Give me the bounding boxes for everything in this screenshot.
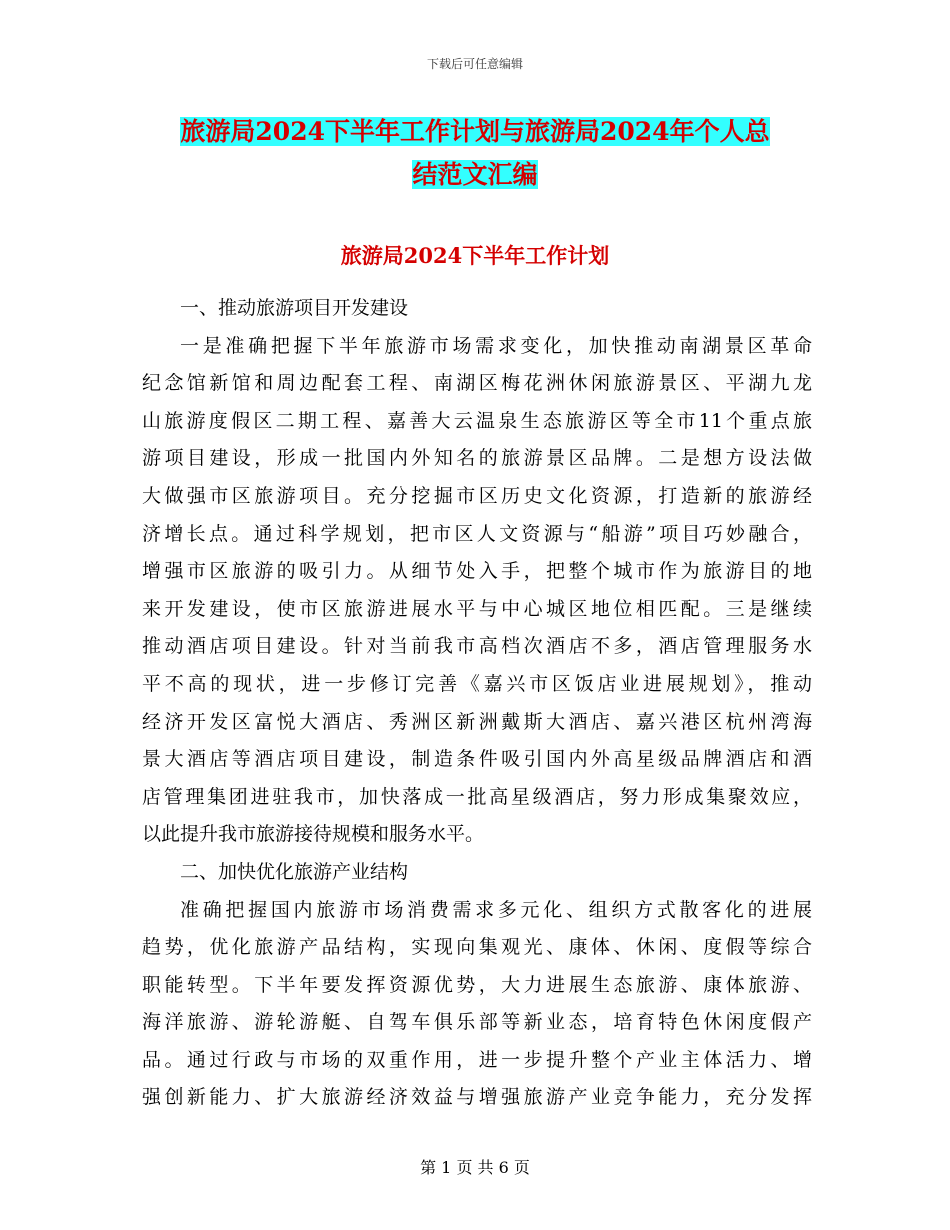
page-footer: 第 1 页 共 6 页 (420, 1158, 530, 1177)
paragraph-line: 强创新能力、扩大旅游经济效益与增强旅游产业竞争能力，充分发挥 (142, 1086, 812, 1109)
paragraph-line: 纪念馆新馆和周边配套工程、南湖区梅花洲休闲旅游景区、平湖九龙 (142, 372, 812, 395)
section-title: 旅游局2024下半年工作计划 (340, 243, 610, 268)
paragraph-line: 来开发建设，使市区旅游进展水平与中心城区地位相匹配。三是继续 (142, 597, 812, 620)
paragraph-line: 推动酒店项目建设。针对当前我市高档次酒店不多，酒店管理服务水 (142, 635, 812, 658)
paragraph-line: 济增长点。通过科学规划，把市区人文资源与“船游”项目巧妙融合， (142, 522, 812, 545)
paragraph-line: 增强市区旅游的吸引力。从细节处入手，把整个城市作为旅游目的地 (142, 560, 812, 583)
document-body (142, 290, 812, 1117)
document-title-line-2: 结范文汇编 (412, 160, 538, 189)
paragraph-line: 以此提升我市旅游接待规模和服务水平。 (142, 823, 485, 846)
paragraph-line: 平不高的现状，进一步修订完善《嘉兴市区饭店业进展规划》，推动 (142, 672, 812, 695)
paragraph-line: 趋势，优化旅游产品结构，实现向集观光、康体、休闲、度假等综合 (142, 936, 812, 959)
paragraph-line: 品。通过行政与市场的双重作用，进一步提升整个产业主体活力、增 (142, 1048, 812, 1071)
paragraph-line: 店管理集团进驻我市，加快落成一批高星级酒店，努力形成集聚效应， (142, 785, 812, 808)
paragraph-line: 山旅游度假区二期工程、嘉善大云温泉生态旅游区等全市11个重点旅 (142, 409, 812, 432)
paragraph-line: 游项目建设，形成一批国内外知名的旅游景区品牌。二是想方设法做 (142, 447, 812, 470)
page-header: 下载后可任意编辑 (426, 57, 523, 71)
document-title-line-1: 旅游局2024下半年工作计划与旅游局2024年个人总 (180, 117, 770, 146)
paragraph-line: 景大酒店等酒店项目建设，制造条件吸引国内外高星级品牌酒店和酒 (142, 748, 812, 771)
paragraph-line: 海洋旅游、游轮游艇、自驾车俱乐部等新业态，培育特色休闲度假产 (142, 1011, 812, 1034)
paragraph-line: 准确把握国内旅游市场消费需求多元化、组织方式散客化的进展 (180, 898, 812, 921)
paragraph-line: 经济开发区富悦大酒店、秀洲区新洲戴斯大酒店、嘉兴港区杭州湾海 (142, 710, 812, 733)
paragraph-line: 一是准确把握下半年旅游市场需求变化，加快推动南湖景区革命 (180, 334, 812, 357)
heading-1: 一、推动旅游项目开发建设 (180, 297, 409, 319)
heading-2: 二、加快优化旅游产业结构 (180, 860, 409, 883)
paragraph-line: 大做强市区旅游项目。充分挖掘市区历史文化资源，打造新的旅游经 (142, 484, 812, 507)
paragraph-line: 职能转型。下半年要发挥资源优势，大力进展生态旅游、康体旅游、 (142, 973, 812, 996)
